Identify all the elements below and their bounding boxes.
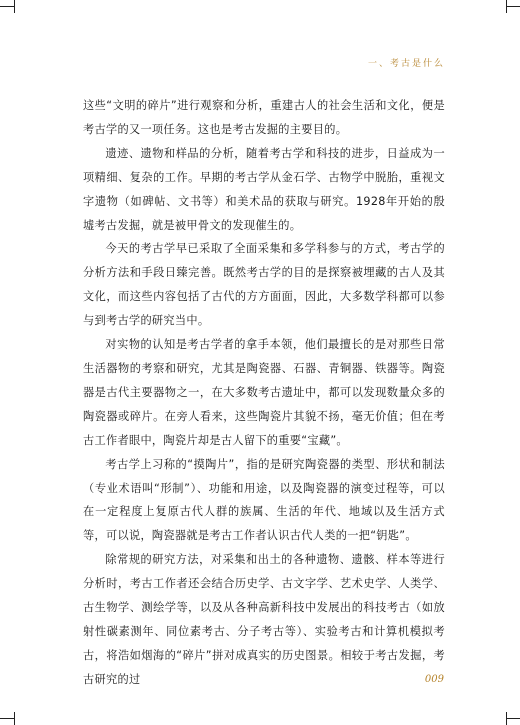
crop-mark [506,712,507,725]
crop-mark [506,0,507,13]
body-text [83,94,445,692]
paragraph: 这些“文明的碎片”进行观察和分析，重建古人的社会生活和文化，便是考古学的又一项任务。这也是考古发掘的主要目的。 [83,99,445,136]
running-header: 一、考古是什么 [367,59,445,69]
paragraph: 考古学上习称的“摸陶片”，指的是研究陶瓷器的类型、形状和制法（专业术语叫“形制”）、功能和用途，以及陶瓷器的演变过程等，可以在一定程度上复原古代人群的族属、生活的年代、地域以及生活方式等，可以说，陶瓷器就是考古工作者认识古代人类的一把“钥匙”。 [83,457,445,543]
paragraph: 对实物的认知是考古学者的拿手本领，他们最擅长的是对那些日常生活器物的考察和研究，尤其是陶瓷器、石器、青铜器、铁器等。陶瓷器是古代主要器物之一，在大多数考古遗址中，都可以发现数量众多的陶瓷器或碎片。在旁人看来，这些陶瓷片其貌不扬，毫无价值；但在考古工作者眼中，陶瓷片却是古人留下的重要“宝藏”。 [83,338,445,447]
paragraph: 遗迹、遗物和样品的分析，随着考古学和科技的进步，日益成为一项精细、复杂的工作。早期的考古学从金石学、古物学中脱胎，重视文字遗物（如碑帖、文书等）和美术品的获取与研究。1928年开始的殷墟考古发掘，就是被甲骨文的发现催生的。 [83,146,445,232]
crop-mark [14,0,15,13]
paragraph: 今天的考古学早已采取了全面采集和多学科参与的方式，考古学的分析方法和手段日臻完善。既然考古学的目的是探察被埋藏的古人及其文化，而这些内容包括了古代的方方面面，因此，大多数学科都可以参与到考古学的研究当中。 [83,242,445,328]
crop-mark [14,712,15,725]
crop-mark [506,718,520,719]
crop-mark [0,718,14,719]
paragraph: 除常规的研究方法，对采集和出土的各种遗物、遗骸、样本等进行分析时，考古工作者还会结合历史学、古文字学、艺术史学、人类学、古生物学、测绘学等，以及从各种高新科技中发展出的科技考古（如放射性碳素测年、同位素考古、分子考古等）、实验考古和计算机模拟考古，将浩如烟海的“碎片”拼对成真实的历史图景。相较于考古发掘，考古研究的过 [83,553,445,686]
crop-mark [0,6,14,7]
crop-mark [506,6,520,7]
page-number: 009 [424,674,444,685]
